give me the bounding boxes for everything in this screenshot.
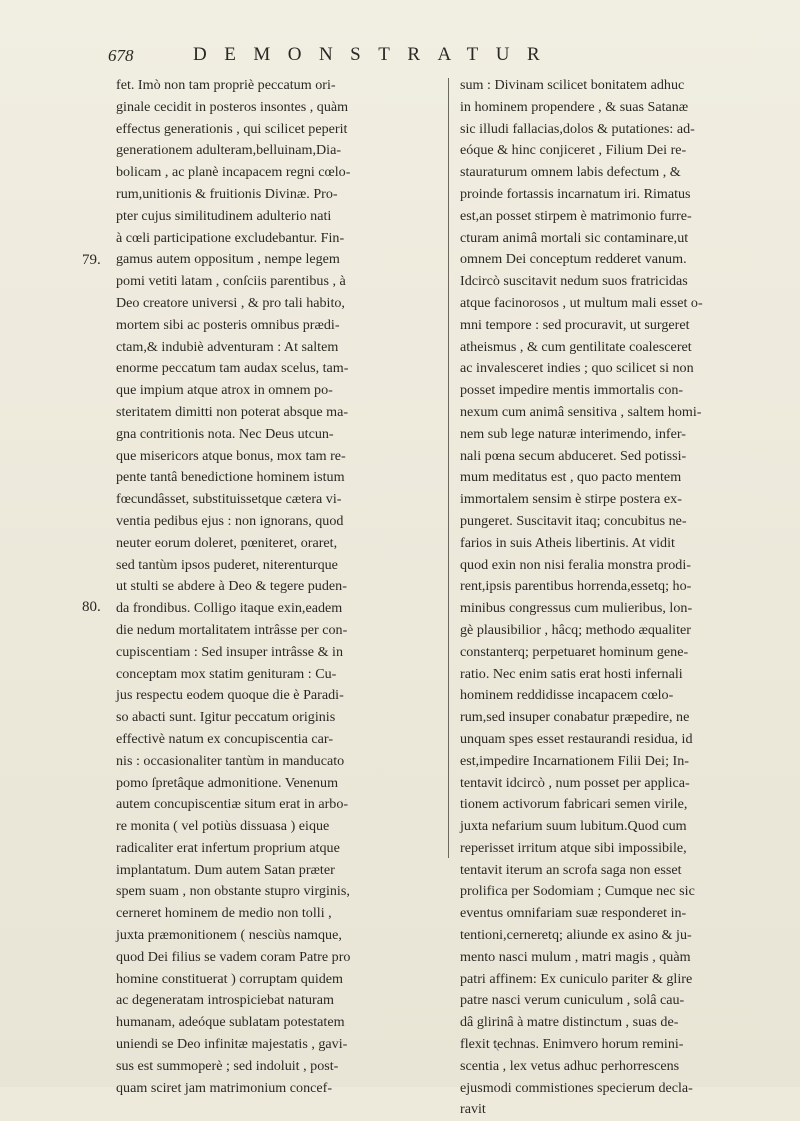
text-line: prolifica per Sodomiam ; Cumque nec sic xyxy=(460,883,695,900)
text-line: juxta præmonitionem ( nesciùs namque, xyxy=(116,927,342,944)
text-line: à cœli participatione excludebantur. Fin- xyxy=(116,229,345,246)
text-line: ut stulti se abdere à Deo & tegere puden- xyxy=(116,578,347,595)
text-line: spem suam , non obstante stupro virginis, xyxy=(116,883,350,900)
text-line: constanterq; perpetuaret hominum gene- xyxy=(460,643,689,660)
text-line: dâ glirinâ à matre distinctum , suas de- xyxy=(460,1014,679,1031)
text-line: farios in suis Atheis libertinis. At vidit xyxy=(460,534,675,551)
right-text-column xyxy=(460,75,780,1121)
text-line: patre nasci verum cuniculum , solâ cau- xyxy=(460,992,685,1009)
text-line: atheismus , & cum gentilitate coalesceret xyxy=(460,338,692,355)
text-line: ejusmodi commistiones specierum decla- xyxy=(460,1079,693,1096)
text-line: pente tantâ benedictione hominem istum xyxy=(116,469,345,486)
text-line: radicaliter erat infertum proprium atque xyxy=(116,839,340,856)
text-line: fœcundâsset, substituissetque cætera vi- xyxy=(116,491,342,508)
text-line: ctam,& indubiè adventuram : At saltem xyxy=(116,338,339,355)
text-line: tentioni,cerneretq; aliunde ex asino & ju- xyxy=(460,927,692,944)
text-line: die nedum mortalitatem intrâsse per con- xyxy=(116,621,348,638)
text-line: mento nasci mulum , matri magis , quàm xyxy=(460,948,691,965)
text-line: mortem sibi ac posteris omnibus prædi- xyxy=(116,316,340,333)
text-line: cturam animâ mortali sic contaminare,ut xyxy=(460,229,689,246)
text-line: patri affinem: Ex cuniculo pariter & glire xyxy=(460,970,693,987)
text-line: pomo ſpretâque admonitione. Venenum xyxy=(116,774,339,791)
margin-note-80: 80. xyxy=(82,599,101,615)
text-line: da frondibus. Colligo itaque exin,eadem xyxy=(116,600,343,617)
text-line: pungeret. Suscitavit itaq; concubitus ne- xyxy=(460,512,687,529)
text-line: nem sub lege naturæ interimendo, infer- xyxy=(460,425,686,442)
text-line: flexit technas. Enimvero horum remini- xyxy=(460,1036,684,1053)
text-line: minibus congressus cum mulieribus, lon- xyxy=(460,600,693,617)
text-line: conceptam mox statim genituram : Cu- xyxy=(116,665,337,682)
text-line: mni tempore : sed procuravit, ut surgeret xyxy=(460,316,690,333)
text-line: pter cujus similitudinem adulterio nati xyxy=(116,207,332,224)
text-line: gamus autem oppositum , nempe legem xyxy=(116,251,340,268)
margin-note-79: 79. xyxy=(82,252,101,268)
text-line: implantatum. Dum autem Satan præter xyxy=(116,861,335,878)
text-line: est,an posset stirpem è matrimonio furre- xyxy=(460,207,692,224)
text-line: in hominem propendere , & suas Satanæ xyxy=(460,98,689,115)
text-line: quod Dei filius se vadem coram Patre pro xyxy=(116,948,351,965)
page-number: 678 xyxy=(108,46,134,65)
text-line: effectivè natum ex concupiscentia car- xyxy=(116,730,334,747)
text-line: enorme peccatum tam audax scelus, tam- xyxy=(116,360,349,377)
text-line: cerneret hominem de medio non tolli , xyxy=(116,905,332,922)
text-line: tionem activorum fabricari semen virile, xyxy=(460,796,688,813)
text-line: reperisset irritum atque sibi impossibile, xyxy=(460,839,687,856)
text-line: jus respectu eodem quoque die è Paradi- xyxy=(116,687,344,704)
text-line: effectus generationis , qui scilicet peperit xyxy=(116,120,348,137)
text-line: re monita ( vel potiùs dissuasa ) eique xyxy=(116,818,330,835)
text-line: ginale cecidit in posteros insontes , quàm xyxy=(116,98,349,115)
text-line: posset impedire mentis immortalis con- xyxy=(460,382,684,399)
text-line: gna contritionis nota. Nec Deus utcun- xyxy=(116,425,334,442)
text-line: rum,sed insuper conabatur præpedire, ne xyxy=(460,709,690,726)
text-line: sed tantùm ipsos puderet, niterenturque xyxy=(116,556,338,573)
text-line: fet. Imò non tam propriè peccatum ori- xyxy=(116,77,336,93)
text-line: omnem Dei conceptum redderet vanum. xyxy=(460,251,687,268)
text-line: nis : occasionaliter tantùm in manducato xyxy=(116,752,345,769)
text-line: so abacti sunt. Igitur peccatum originis xyxy=(116,709,336,726)
text-line: eventus omnifariam suæ responderet in- xyxy=(460,905,687,922)
text-line: ventia pedibus ejus : non ignorans, quod xyxy=(116,512,344,529)
text-line: quam sciret jam matrimonium concef- xyxy=(116,1079,333,1096)
text-line: ac invalesceret indies ; quo scilicet si non xyxy=(460,360,694,377)
text-line: tentavit iterum an scrofa saga non esset xyxy=(460,861,682,878)
text-line: autem concupiscentiæ situm erat in arbo- xyxy=(116,796,349,813)
text-line: gè plausibilior , hâcq; methodo æqualiter xyxy=(460,621,691,638)
text-line: rum,unitionis & fruitionis Divinæ. Pro- xyxy=(116,185,338,202)
page-header xyxy=(108,44,768,70)
text-line: cupiscentiam : Sed insuper intrâsse & in xyxy=(116,643,344,660)
text-line: hominem reddidisse incapacem cœlo- xyxy=(460,687,674,704)
text-line: steritatem dimitti non poterat absque ma- xyxy=(116,403,349,420)
text-line: humanam, adeóque sublatam potestatem xyxy=(116,1014,345,1031)
text-line: scentia , lex vetus adhuc perhorrescens xyxy=(460,1057,680,1074)
text-line: est,impedire Incarnationem Filii Dei; In- xyxy=(460,752,689,769)
text-line: atque facinorosos , ut multum mali esset o- xyxy=(460,294,703,311)
text-line: mum meditatus est , quo pacto mentem xyxy=(460,469,682,486)
text-line: nexum cum animâ sensitiva , saltem homi- xyxy=(460,403,702,420)
text-line: neuter eorum doleret, pœniteret, oraret, xyxy=(116,534,338,551)
text-line: stauraturum omnem labis defectum , & xyxy=(460,164,681,181)
text-line: generationem adulteram,belluinam,Dia- xyxy=(116,142,342,159)
column-divider xyxy=(448,78,449,858)
text-line: que misericors atque bonus, mox tam re- xyxy=(116,447,346,464)
text-line: Idcircò suscitavit nedum suos fratricidas xyxy=(460,273,688,290)
text-line: ravit xyxy=(460,1101,486,1118)
text-line: immortalem sensim è stirpe postera ex- xyxy=(460,491,682,508)
text-line: sic illudi fallacias,dolos & putationes: ad- xyxy=(460,120,695,137)
text-line: unquam spes esset restaurandi residua, id xyxy=(460,730,693,747)
text-line: pomi vetiti latam , conſciis parentibus , à xyxy=(116,273,346,290)
text-line: uniendi se Deo infinitæ majestatis , gavi- xyxy=(116,1036,348,1053)
text-line: sum : Divinam scilicet bonitatem adhuc xyxy=(460,77,685,93)
text-line: Deo creatore universi , & pro tali habito, xyxy=(116,294,345,311)
text-line: ac degeneratam introspiciebat naturam xyxy=(116,992,334,1009)
text-line: tentavit idcircò , num posset per applica- xyxy=(460,774,690,791)
text-line: sus est summoperè ; sed indoluit , post- xyxy=(116,1057,339,1074)
text-line: juxta nefarium suum lubitum.Quod cum xyxy=(460,818,687,835)
text-line: homine constituerat ) corruptam quidem xyxy=(116,970,344,987)
text-line: ratio. Nec enim satis erat hosti infernali xyxy=(460,665,683,682)
text-line: nali pœna secum abduceret. Sed potissi- xyxy=(460,447,687,464)
text-line: eóque & hinc conjiceret , Filium Dei re- xyxy=(460,142,687,159)
running-title: DEMONSTRATUR xyxy=(193,44,558,65)
left-text-column xyxy=(116,75,441,1099)
text-line: bolicam , ac planè incapacem regni cœlo- xyxy=(116,164,351,181)
text-line: que impium atque atrox in omnem po- xyxy=(116,382,333,399)
text-line: rent,ipsis parentibus horrenda,essetq; ho- xyxy=(460,578,692,595)
text-line: proinde fortassis incarnatum iri. Rimatus xyxy=(460,185,691,202)
text-line: quod exin non nisi feralia monstra prodi- xyxy=(460,556,691,573)
